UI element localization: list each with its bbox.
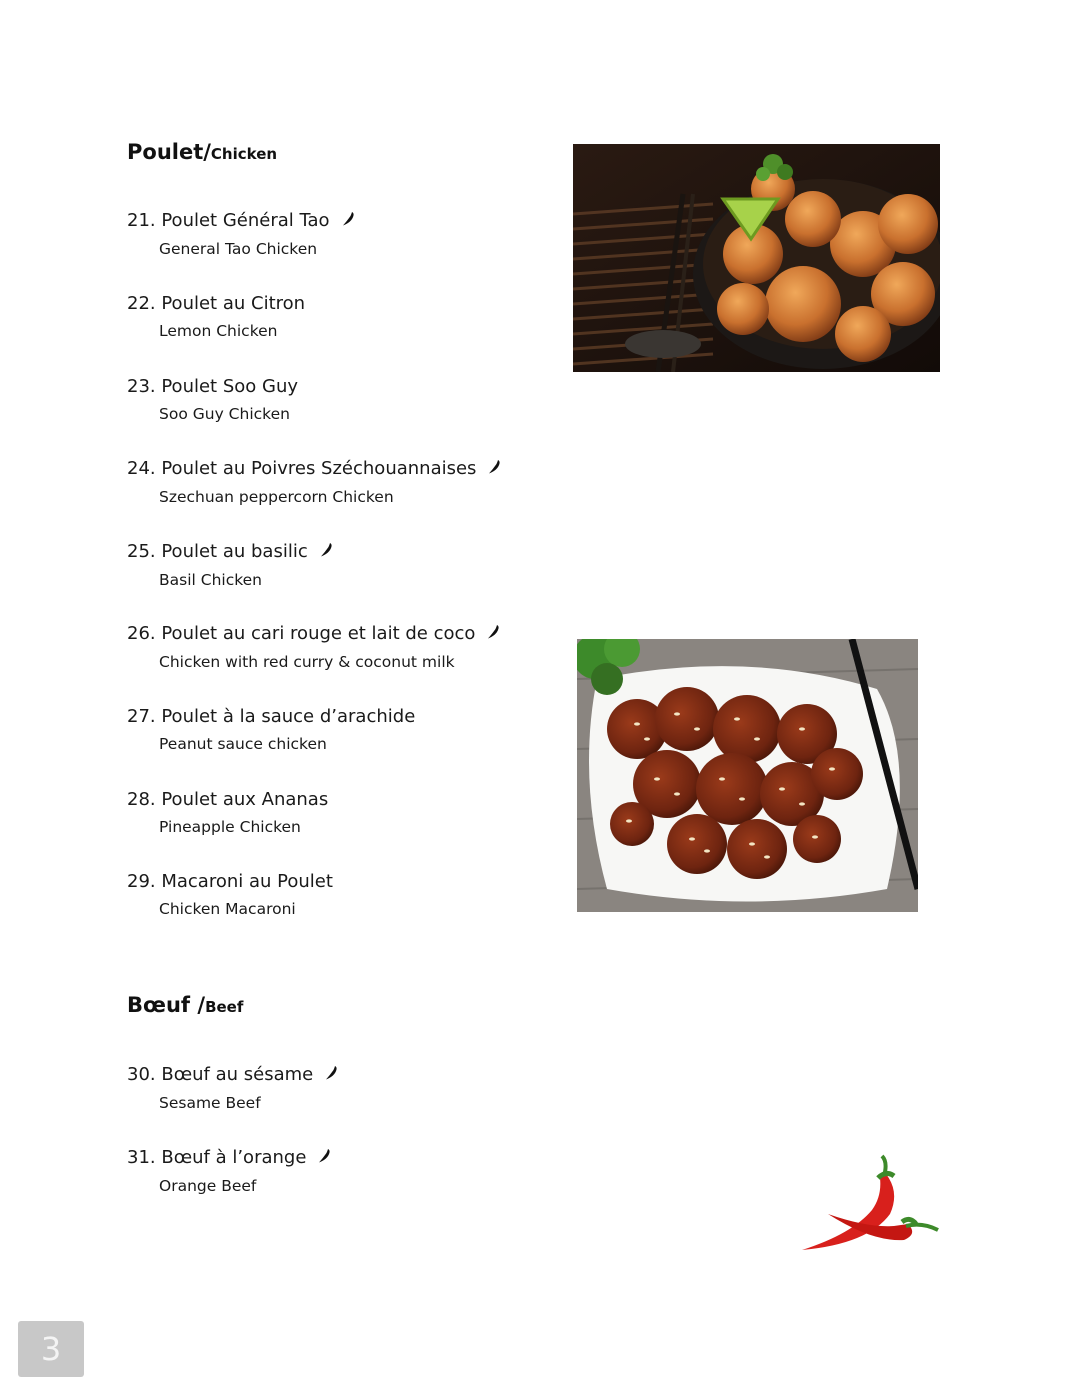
menu-item (127, 209, 557, 259)
item-name-en: Chicken with red curry & coconut milk (159, 653, 455, 671)
item-name-en: Peanut sauce chicken (159, 735, 327, 753)
item-name-fr: 23. Poulet Soo Guy (127, 376, 299, 397)
item-name-fr: 21. Poulet Général Tao (127, 210, 330, 231)
menu-item (127, 1146, 557, 1196)
item-name-fr: 29. Macaroni au Poulet (127, 871, 333, 892)
section-title-chicken (127, 140, 277, 164)
item-name-en: Sesame Beef (159, 1094, 261, 1112)
chili-pepper-icon (342, 210, 356, 234)
section-title-sub: Beef (205, 998, 244, 1016)
menu-item (127, 705, 557, 754)
item-name-fr: 25. Poulet au basilic (127, 541, 308, 562)
sesame-chicken-photo (577, 639, 918, 912)
chili-pepper-icon (318, 1147, 332, 1171)
item-name-fr: 27. Poulet à la sauce d’arachide (127, 706, 416, 727)
menu-item (127, 375, 557, 424)
menu-item (127, 622, 557, 672)
item-name-en: Basil Chicken (159, 571, 263, 589)
item-name-en: Szechuan peppercorn Chicken (159, 488, 394, 506)
item-name-fr: 24. Poulet au Poivres Széchouannaises (127, 458, 477, 479)
chili-pepper-icon (488, 458, 502, 482)
chili-pepper-icon (325, 1064, 339, 1088)
item-name-en: Lemon Chicken (159, 322, 278, 340)
item-name-en: Soo Guy Chicken (159, 405, 290, 423)
menu-item (127, 1063, 557, 1113)
item-name-en: Pineapple Chicken (159, 818, 301, 836)
menu-item (127, 870, 557, 919)
item-name-en: General Tao Chicken (159, 240, 318, 258)
item-name-fr: 22. Poulet au Citron (127, 293, 306, 314)
section-title-beef (127, 993, 243, 1017)
menu-item (127, 788, 557, 837)
chili-pepper-icon (487, 623, 501, 647)
page-number-badge: 3 (18, 1321, 84, 1377)
item-name-fr: 30. Bœuf au sésame (127, 1064, 314, 1085)
menu-item (127, 292, 557, 341)
menu-item (127, 540, 557, 590)
item-name-fr: 26. Poulet au cari rouge et lait de coco (127, 623, 476, 644)
section-title-main: Poulet/ (127, 140, 211, 164)
item-name-fr: 31. Bœuf à l’orange (127, 1147, 307, 1168)
section-title-sub: Chicken (210, 145, 278, 163)
item-name-en: Chicken Macaroni (159, 900, 296, 918)
section-title-main: Bœuf / (127, 993, 206, 1017)
item-name-en: Orange Beef (159, 1177, 257, 1195)
general-tao-chicken-photo (573, 144, 940, 372)
item-name-fr: 28. Poulet aux Ananas (127, 789, 329, 810)
red-chili-peppers-illustration (798, 1152, 944, 1254)
menu-item (127, 457, 557, 507)
chili-pepper-icon (320, 541, 334, 565)
